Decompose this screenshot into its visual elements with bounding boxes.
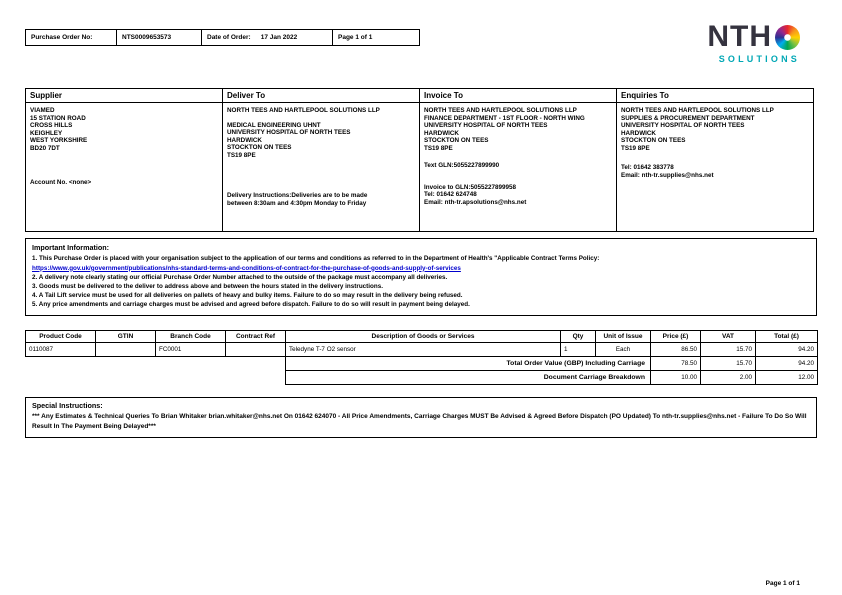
- deliver-to-panel: [222, 88, 420, 232]
- address-line: STOCKTON ON TEES: [621, 137, 686, 145]
- terms-item-2: 2. A delivery note clearly stating our official Purchase Order Number attached to the outside of the package must accompany all deliveries.: [32, 273, 448, 281]
- enquiries-to-title: Enquiries To: [617, 89, 813, 103]
- col-price: Price (£): [651, 331, 701, 343]
- enquiries-to-panel: [616, 88, 814, 232]
- cell-total: 94.20: [756, 343, 818, 357]
- address-line: BD20 7DT: [30, 144, 60, 152]
- address-line: FINANCE DEPARTMENT - 1ST FLOOR - NORTH WING: [424, 114, 585, 122]
- enquiries-telephone: Tel: 01642 383778: [621, 164, 674, 172]
- carriage-total: 12.00: [756, 371, 818, 385]
- order-line-row: [26, 343, 818, 357]
- address-line: MEDICAL ENGINEERING UHNT: [227, 121, 321, 129]
- supplier-panel: [25, 88, 223, 232]
- col-contract-ref: Contract Ref: [226, 331, 286, 343]
- cell-qty: 1: [561, 343, 596, 357]
- order-date-label: Date of Order:: [207, 34, 251, 41]
- address-line: HARDWICK: [227, 136, 262, 144]
- important-information-box: [25, 238, 817, 316]
- text-gln: Text GLN:5055227899990: [424, 162, 500, 170]
- address-line: HARDWICK: [424, 129, 459, 137]
- total-price: 78.50: [651, 357, 701, 371]
- important-information-title: Important Information:: [32, 243, 110, 252]
- terms-item-3: 3. Goods must be delivered to the deliver to address above and between the hours stated in the delivery instructions.: [32, 282, 383, 290]
- col-total: Total (£): [756, 331, 818, 343]
- spacer-cell: [26, 371, 286, 385]
- organisation-name: NORTH TEES AND HARTLEPOOL SOLUTIONS LLP: [424, 107, 577, 114]
- organisation-name: NORTH TEES AND HARTLEPOOL SOLUTIONS LLP: [227, 107, 380, 114]
- po-number-value: NTS0009653573: [116, 29, 202, 46]
- cell-product-code: 0110087: [26, 343, 96, 357]
- po-number-label: Purchase Order No:: [25, 29, 117, 46]
- order-lines-table: [25, 330, 818, 385]
- nth-solutions-logo: [707, 22, 800, 64]
- supplier-title: Supplier: [26, 89, 222, 103]
- terms-policy-link[interactable]: https://www.gov.uk/government/publications/nhs-standard-terms-and-conditions-of-contract-for-the-purchase-of-goods-and-supply-of-services: [32, 264, 461, 272]
- address-line: TS19 8PE: [621, 144, 650, 152]
- address-line: TS19 8PE: [424, 144, 453, 152]
- invoice-telephone: Tel: 01642 624748: [424, 191, 477, 199]
- order-date-cell: [201, 29, 333, 46]
- invoice-gln: Invoice to GLN:5055227899958: [424, 183, 517, 191]
- invoice-to-title: Invoice To: [420, 89, 616, 103]
- col-product-code: Product Code: [26, 331, 96, 343]
- carriage-vat: 2.00: [701, 371, 756, 385]
- address-line: HARDWICK: [621, 129, 656, 137]
- footer-page-number: Page 1 of 1: [765, 580, 800, 587]
- cell-contract-ref: [226, 343, 286, 357]
- cell-unit-of-issue: Each: [596, 343, 651, 357]
- order-table-header-row: [26, 331, 818, 343]
- pinwheel-icon: [775, 25, 800, 50]
- logo-subtitle: SOLUTIONS: [718, 54, 800, 64]
- terms-item-1: 1. This Purchase Order is placed with your organisation subject to the application of our terms and conditions as referred to in the Department of Health's "Applicable Contract Terms Policy:: [32, 255, 600, 263]
- address-columns: [25, 88, 817, 232]
- col-gtin: GTIN: [96, 331, 156, 343]
- cell-gtin: [96, 343, 156, 357]
- special-instructions-title: Special Instructions:: [32, 401, 103, 410]
- cell-price: 86.50: [651, 343, 701, 357]
- address-line: 15 STATION ROAD: [30, 114, 86, 122]
- terms-item-4: 4. A Tail Lift service must be used for all deliveries on pallets of heavy and bulky items. Failure to do so may result in the delivery being refused.: [32, 291, 463, 299]
- invoice-email: Email: nth-tr.apsolutions@nhs.net: [424, 198, 527, 206]
- order-total-row: [26, 357, 818, 371]
- address-line: TS19 8PE: [227, 151, 256, 159]
- address-line: STOCKTON ON TEES: [424, 137, 489, 145]
- col-branch-code: Branch Code: [156, 331, 226, 343]
- spacer-cell: [26, 357, 286, 371]
- address-line: WEST YORKSHIRE: [30, 137, 88, 145]
- special-instructions-box: [25, 397, 817, 438]
- address-line: UNIVERSITY HOSPITAL OF NORTH TEES: [227, 129, 351, 137]
- deliver-to-title: Deliver To: [223, 89, 419, 103]
- supplier-account-number: Account No. <none>: [30, 179, 92, 187]
- carriage-price: 10.00: [651, 371, 701, 385]
- cell-branch-code: FC0001: [156, 343, 226, 357]
- special-instructions-text: *** Any Estimates & Technical Queries To Brian Whitaker brian.whitaker@nhs.net On 01642 624070 - All Price Amendments, Carriage Charges MUST Be Advised & Agreed Before Dispatch (PO Updated) To nth-tr.supplies@nhs.net - Failure To Do So Will Result In The Payment Being Delayed***: [32, 412, 807, 430]
- cell-vat: 15.70: [701, 343, 756, 357]
- order-date-value: 17 Jan 2022: [260, 34, 298, 41]
- address-line: SUPPLIES & PROCUREMENT DEPARTMENT: [621, 114, 755, 122]
- col-vat: VAT: [701, 331, 756, 343]
- carriage-breakdown-row: [26, 371, 818, 385]
- logo-wordmark: NTH: [707, 20, 772, 53]
- col-qty: Qty: [561, 331, 596, 343]
- cell-description: Teledyne T-7 O2 sensor: [286, 343, 561, 357]
- address-line: STOCKTON ON TEES: [227, 144, 292, 152]
- total-order-value-label: Total Order Value (GBP) Including Carriage: [286, 357, 651, 371]
- total-amount: 94.20: [756, 357, 818, 371]
- address-line: KEIGHLEY: [30, 129, 63, 137]
- organisation-name: NORTH TEES AND HARTLEPOOL SOLUTIONS LLP: [621, 107, 774, 114]
- address-line: UNIVERSITY HOSPITAL OF NORTH TEES: [424, 122, 548, 130]
- delivery-instructions: Delivery Instructions:Deliveries are to be made between 8:30am and 4:30pm Monday to Friday: [227, 192, 368, 207]
- invoice-to-panel: [419, 88, 617, 232]
- col-description: Description of Goods or Services: [286, 331, 561, 343]
- po-header-bar: [25, 29, 420, 46]
- carriage-breakdown-label: Document Carriage Breakdown: [286, 371, 651, 385]
- address-line: UNIVERSITY HOSPITAL OF NORTH TEES: [621, 122, 745, 130]
- address-line: VIAMED: [30, 107, 55, 114]
- enquiries-email: Email: nth-tr.supplies@nhs.net: [621, 171, 714, 179]
- address-line: CROSS HILLS: [30, 122, 73, 130]
- total-vat: 15.70: [701, 357, 756, 371]
- page-count: Page 1 of 1: [332, 29, 420, 46]
- col-unit-of-issue: Unit of Issue: [596, 331, 651, 343]
- terms-item-5: 5. Any price amendments and carriage charges must be advised and agreed before dispatch. Failure to do so will result in payment being delayed.: [32, 301, 470, 309]
